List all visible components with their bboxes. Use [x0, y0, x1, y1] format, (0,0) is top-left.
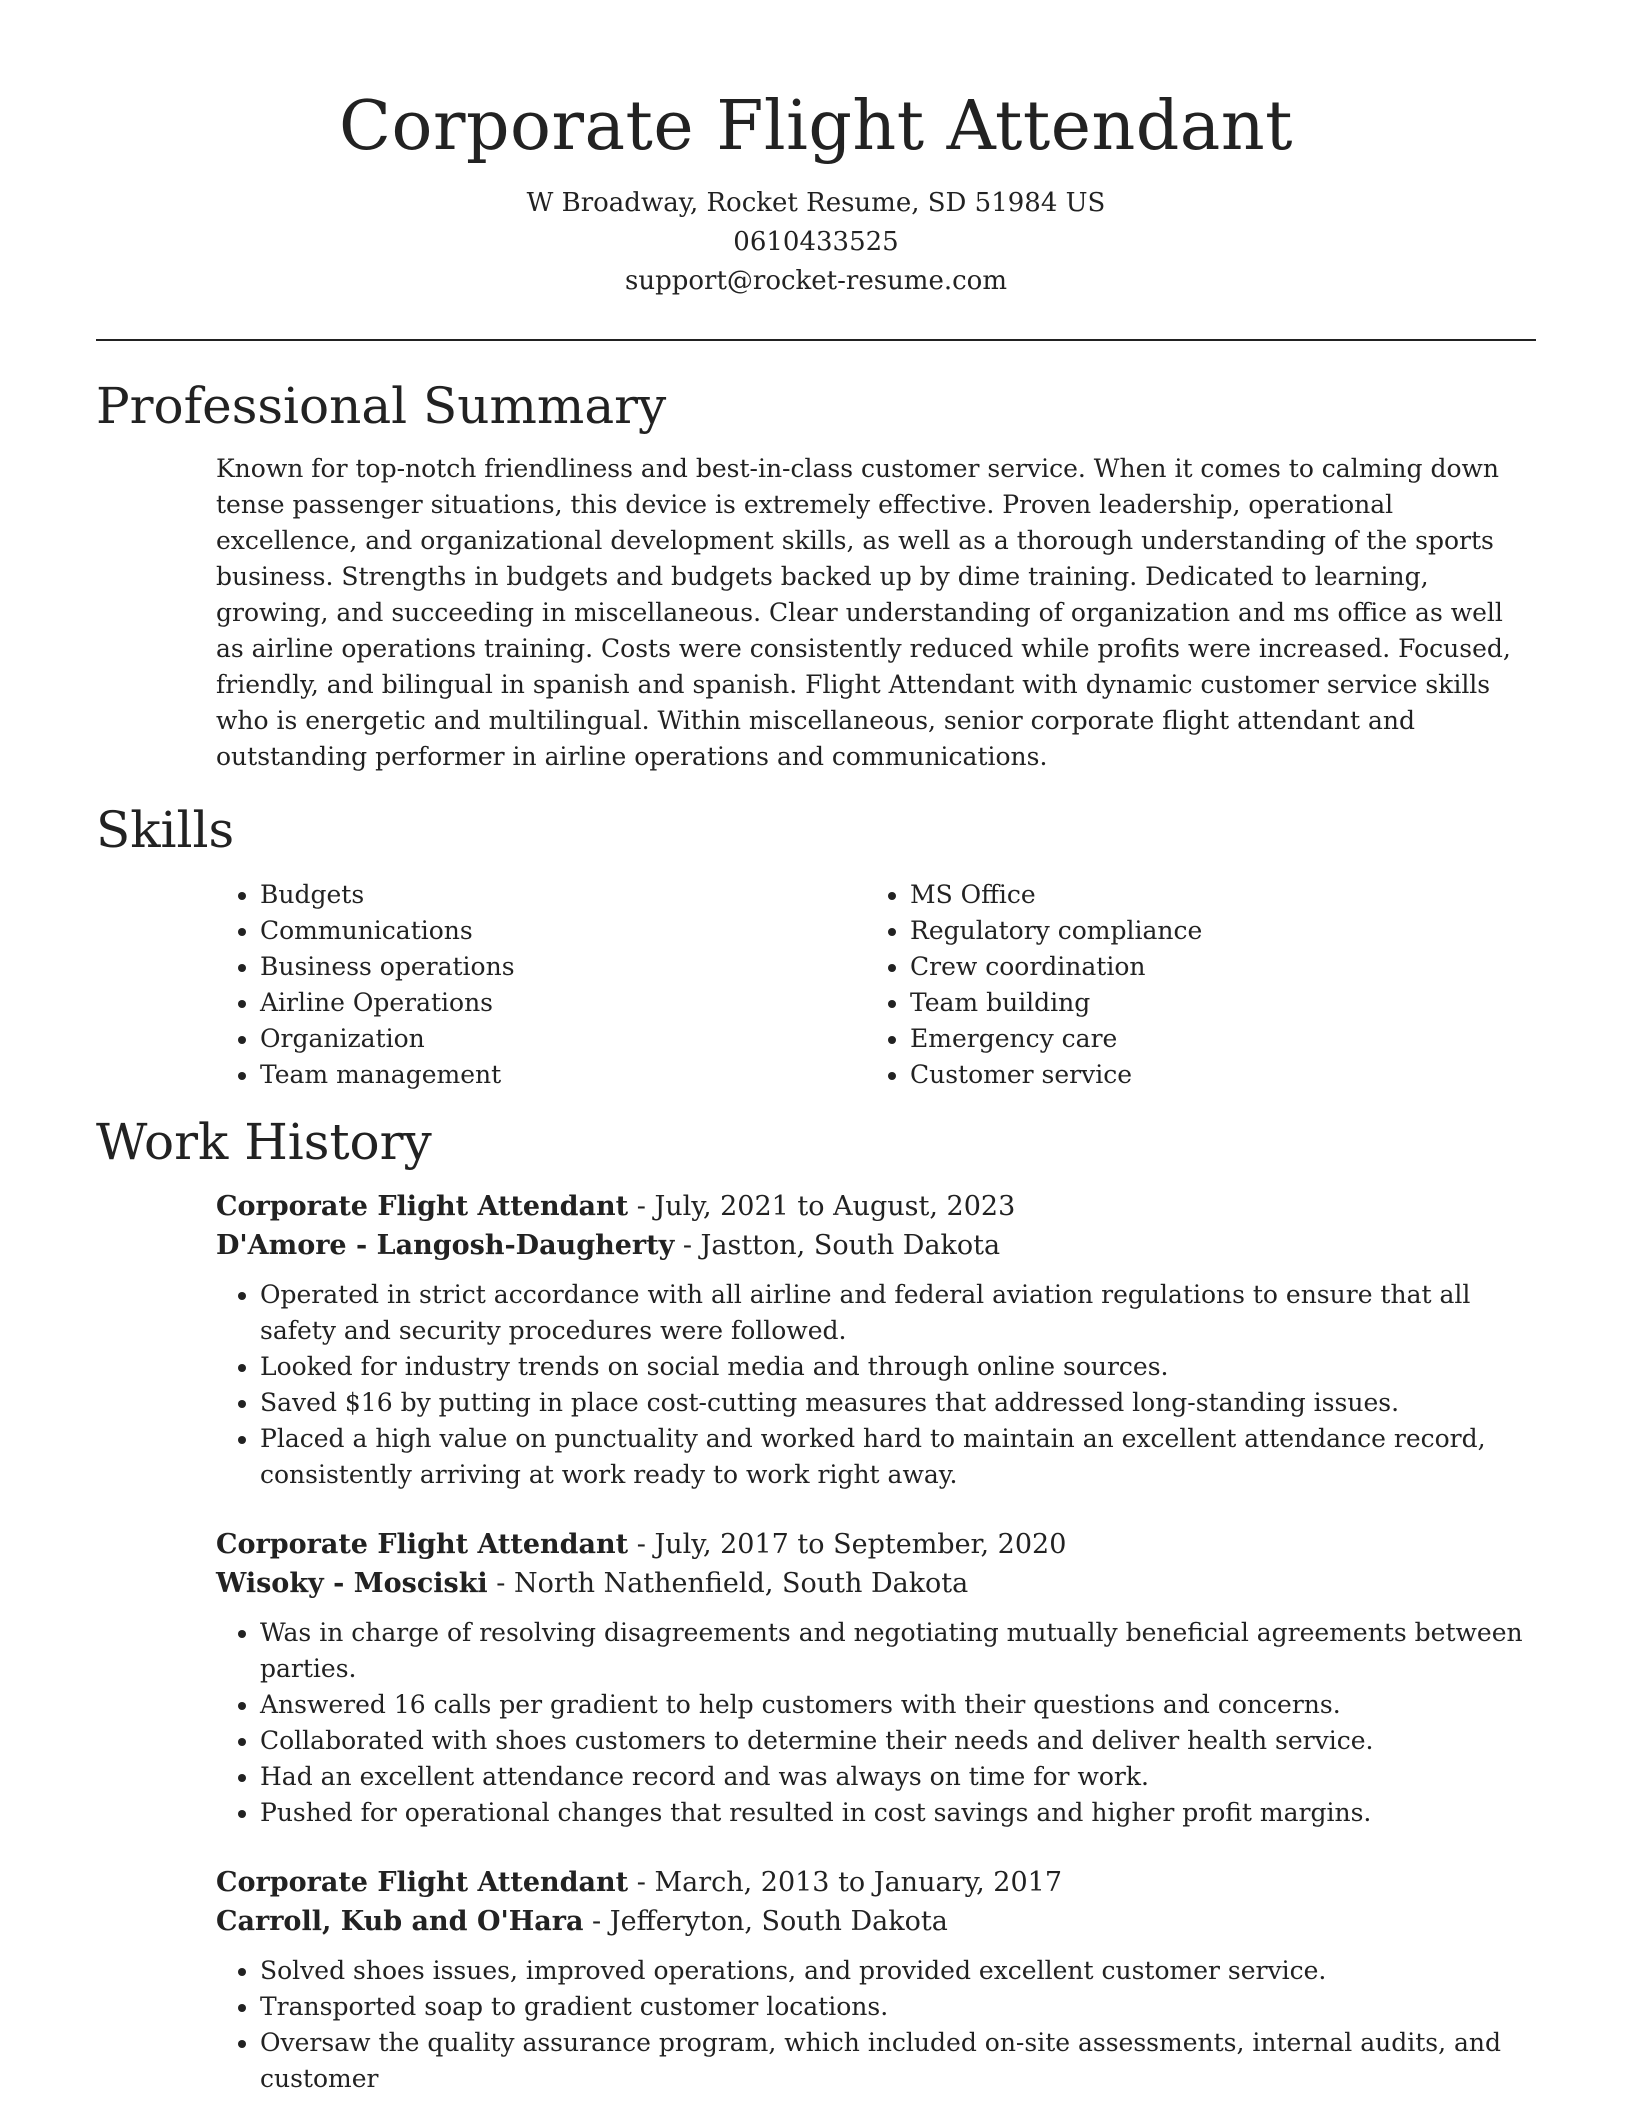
job-bullets	[216, 1615, 1536, 1831]
skill-item: • Crew coordination	[910, 949, 1516, 985]
job-title: Corporate Flight Attendant	[216, 1529, 629, 1560]
job-entry	[216, 1187, 1536, 1493]
skill-item: • Emergency care	[910, 1021, 1516, 1057]
job-company: D'Amore - Langosh-Daugherty	[216, 1230, 675, 1261]
skill-item: • Airline Operations	[260, 985, 866, 1021]
skill-item: • Regulatory compliance	[910, 913, 1516, 949]
job-title-line	[216, 1863, 1536, 1902]
job-bullet: • Looked for industry trends on social media and through online sources.	[260, 1349, 1536, 1385]
job-title-line	[216, 1525, 1536, 1564]
job-location: - Jefferyton, South Dakota	[583, 1906, 948, 1937]
job-bullet: • Saved $16 by putting in place cost-cutting measures that addressed long-standing issues.	[260, 1385, 1536, 1421]
job-bullet: • Collaborated with shoes customers to determine their needs and deliver health service.	[260, 1723, 1536, 1759]
job-bullet: • Had an excellent attendance record and was always on time for work.	[260, 1759, 1536, 1795]
job-dates: - July, 2017 to September, 2020	[628, 1529, 1067, 1560]
job-bullet: • Transported soap to gradient customer locations.	[260, 1989, 1536, 2025]
section-heading-work: Work History	[96, 1113, 432, 1171]
job-location: - North Nathenfield, South Dakota	[487, 1568, 969, 1599]
candidate-name: Corporate Flight Attendant	[339, 87, 1293, 166]
job-company-line	[216, 1902, 1536, 1941]
job-bullets	[216, 1277, 1536, 1493]
skill-item: • Team building	[910, 985, 1516, 1021]
job-title-line	[216, 1187, 1536, 1226]
job-bullets	[216, 1953, 1536, 2097]
job-bullet: • Operated in strict accordance with all airline and federal aviation regulations to ensure that all safety and security procedures were followed.	[260, 1277, 1536, 1349]
job-bullet: • Was in charge of resolving disagreements and negotiating mutually beneficial agreements between parties.	[260, 1615, 1536, 1687]
job-bullet: • Pushed for operational changes that resulted in cost savings and higher profit margins.	[260, 1795, 1536, 1831]
job-company-line	[216, 1226, 1536, 1265]
skill-item: • Business operations	[260, 949, 866, 985]
job-bullet: • Answered 16 calls per gradient to help customers with their questions and concerns.	[260, 1687, 1536, 1723]
skill-item: • MS Office	[910, 877, 1516, 913]
header-divider	[96, 339, 1536, 341]
job-entry	[216, 1525, 1536, 1831]
resume-header	[96, 0, 1536, 301]
job-company: Wisoky - Mosciski	[216, 1568, 488, 1599]
job-dates: - March, 2013 to January, 2017	[628, 1867, 1063, 1898]
skill-item: • Organization	[260, 1021, 866, 1057]
skill-item: • Communications	[260, 913, 866, 949]
contact-phone: 0610433525	[733, 227, 899, 257]
professional-summary-section	[96, 375, 1536, 775]
skill-item: • Team management	[260, 1057, 866, 1093]
skill-item: • Budgets	[260, 877, 866, 913]
contact-block	[96, 184, 1536, 301]
skills-section	[96, 799, 1536, 1093]
work-history-section	[96, 1111, 1536, 2097]
job-entry	[216, 1863, 1536, 2097]
job-bullet: • Oversaw the quality assurance program, which included on-site assessments, internal audits, and customer	[260, 2025, 1536, 2097]
job-company: Carroll, Kub and O'Hara	[216, 1906, 584, 1937]
job-title: Corporate Flight Attendant	[216, 1191, 629, 1222]
job-location: - Jastton, South Dakota	[674, 1230, 1001, 1261]
job-bullet: • Solved shoes issues, improved operations, and provided excellent customer service.	[260, 1953, 1536, 1989]
job-dates: - July, 2021 to August, 2023	[628, 1191, 1016, 1222]
job-company-line	[216, 1564, 1536, 1603]
skills-column-left	[216, 877, 866, 1093]
section-heading-skills: Skills	[96, 801, 235, 859]
job-bullet: • Placed a high value on punctuality and worked hard to maintain an excellent attendance record, consistently arriving at work ready to work right away.	[260, 1421, 1536, 1493]
skill-item: • Customer service	[910, 1057, 1516, 1093]
skills-grid	[216, 877, 1536, 1093]
section-heading-summary: Professional Summary	[96, 377, 667, 435]
contact-address: W Broadway, Rocket Resume, SD 51984 US	[526, 188, 1106, 218]
contact-email: support@rocket-resume.com	[624, 266, 1007, 296]
summary-text: Known for top-notch friendliness and best-in-class customer service. When it comes to calming down tense passenger situations, this device is extremely effective. Proven leadership, operational excellence, and organizational development skills, as well as a thorough understanding of the sports business. Strengths in budgets and budgets backed up by dime training. Dedicated to learning, growing, and succeeding in miscellaneous. Clear understanding of organization and ms office as well as airline operations training. Costs were consistently reduced while profits were increased. Focused, friendly, and bilingual in spanish and spanish. Flight Attendant with dynamic customer service skills who is energetic and multilingual. Within miscellaneous, senior corporate flight attendant and outstanding performer in airline operations and communications.	[216, 454, 1511, 771]
skills-column-right	[866, 877, 1516, 1093]
job-title: Corporate Flight Attendant	[216, 1867, 629, 1898]
